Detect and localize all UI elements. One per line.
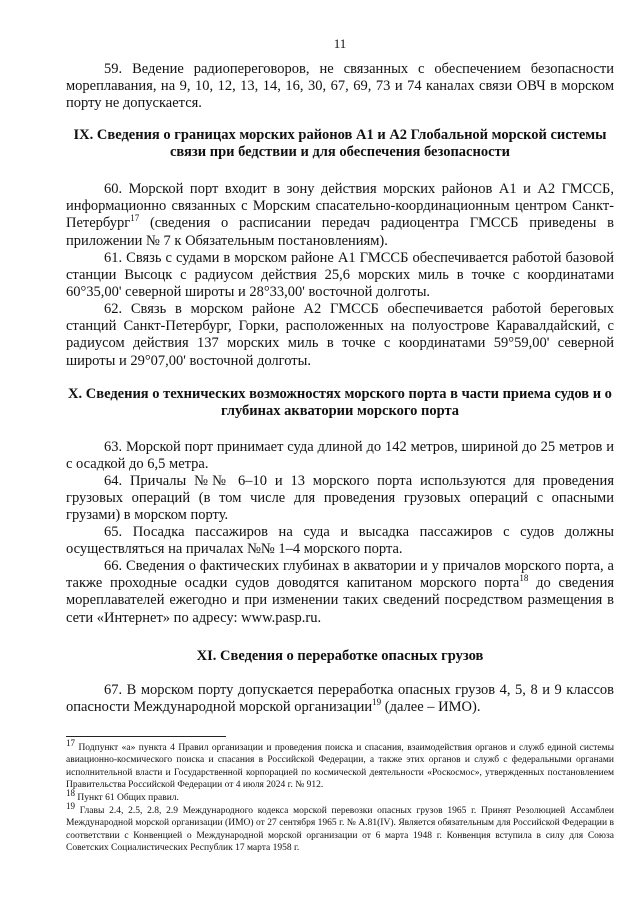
paragraph-66-text-a: 66. Сведения о фактических глубинах в акватории и у причалов морского порта, а также проходные осадки судов доводятся капитаном морского порта: [66, 558, 614, 592]
paragraph-60-text-a: 60. Морской порт входит в зону действия морских районов А1 и А2 ГМССБ, информационно связанных с Морским спасательно-координационным центром Санкт-Петербург: [66, 181, 614, 232]
paragraph-63-text: 63. Морской порт принимает суда длиной до 142 метров, шириной до 25 метров и с осадкой до 6,5 метра.: [66, 439, 614, 473]
paragraph-59-text: 59. Ведение радиопереговоров, не связанных с обеспечением безопасности мореплавания, на 9, 10, 12, 13, 14, 16, 30, 67, 69, 73 и 74 каналах связи ОВЧ в морском порту не допускается.: [66, 61, 614, 112]
paragraph-60: [66, 181, 614, 250]
paragraph-61-text: 61. Связь с судами в морском районе А1 ГМССБ обеспечивается работой базовой станции Высоцк с радиусом действия 25,6 морских миль в точке с координатами 60°35,00' северной широты и 28°33,00' восточной долготы.: [66, 250, 614, 301]
footnote-ref-17: 17: [130, 213, 140, 224]
footnote-ref-19: 19: [372, 697, 382, 708]
paragraph-66-text-b: до сведения мореплавателей ежегодно и при изменении таких сведений посредством размещения в сети «Интернет» по адресу: www.pasp.ru.: [66, 575, 614, 626]
paragraph-63: [66, 439, 614, 473]
page-number: 11: [333, 36, 347, 51]
footnote-18-mark: 18: [66, 787, 75, 798]
paragraph-64: [66, 473, 614, 525]
paragraph-65: [66, 524, 614, 558]
paragraph-66: [66, 558, 614, 627]
paragraph-61: [66, 250, 614, 302]
section-heading-9: IX. Сведения о границах морских районов А1 и А2 Глобальной морской системы связи при бедствии и для обеспечения безопасности: [73, 127, 607, 161]
footnote-17-mark: 17: [66, 737, 75, 748]
paragraph-67-text-b: (далее – ИМО).: [381, 699, 481, 716]
footnote-divider: [66, 736, 226, 737]
footnote-18: [66, 787, 614, 804]
paragraph-62-text: 62. Связь в морском районе А2 ГМССБ обеспечивается работой береговых станций Санкт-Петербург, Горки, расположенных на полуострове Каравалдайский, с радиусом действия 137 морских миль в точке с координатами 59°59,00' северной широты и 29°07,00' восточной долготы.: [66, 301, 614, 369]
section-heading-11: XI. Сведения о переработке опасных грузов: [196, 648, 484, 664]
paragraph-59: [66, 61, 614, 113]
footnote-17-text: Подпункт «а» пункта 4 Правил организации и проведения поиска и спасания, взаимодействия органов и служб единой системы авиационно-космического поиска и спасания в Российской Федерации, а также этих органов и служб с федеральными органами исполнительной власти и Государственной корпорацией по космической деятельности «Роскосмос», утвержденных постановлением Правительства Российской Федерации от 4 июля 2024 г. № 912.: [66, 743, 614, 790]
footnote-19-text: Главы 2.4, 2.5, 2.8, 2.9 Международного кодекса морской перевозки опасных грузов 1965 г. Принят Резолюцией Ассамблеи Международной морской организации (ИМО) от 27 сентября 1965 г. № А.81(IV). Является обязательным для Российской Федерации в соответствии с Конвенцией о Международной морской организации от 6 марта 1948 г. Конвенция вступила в силу для Союза Советских Социалистических Республик 17 марта 1958 г.: [66, 806, 614, 853]
footnote-17: [66, 737, 614, 791]
paragraph-60-text-b: (сведения о расписании передач радиоцентра ГМССБ приведены в приложении № 7 к Обязательным постановлениям).: [66, 215, 614, 249]
footnote-19-mark: 19: [66, 800, 75, 811]
paragraph-67-text-a: 67. В морском порту допускается переработка опасных грузов 4, 5, 8 и 9 классов опасности Международной морской организации: [66, 682, 614, 716]
footnote-ref-18: 18: [519, 573, 529, 584]
section-heading-10: X. Сведения о технических возможностях морского порта в части приема судов и о глубинах акватории морского порта: [68, 386, 612, 420]
paragraph-64-text: 64. Причалы №№ 6–10 и 13 морского порта используются для проведения грузовых операций (в том числе для проведения грузовых операций с опасными грузами) в морском порту.: [66, 473, 614, 524]
footnote-19: [66, 800, 614, 854]
paragraph-65-text: 65. Посадка пассажиров на суда и высадка пассажиров с судов должны осуществляться на причалах №№ 1–4 морского порта.: [66, 524, 614, 558]
paragraph-67: [66, 682, 614, 716]
paragraph-62: [66, 301, 614, 370]
footnote-18-text: Пункт 61 Общих правил.: [75, 793, 179, 803]
